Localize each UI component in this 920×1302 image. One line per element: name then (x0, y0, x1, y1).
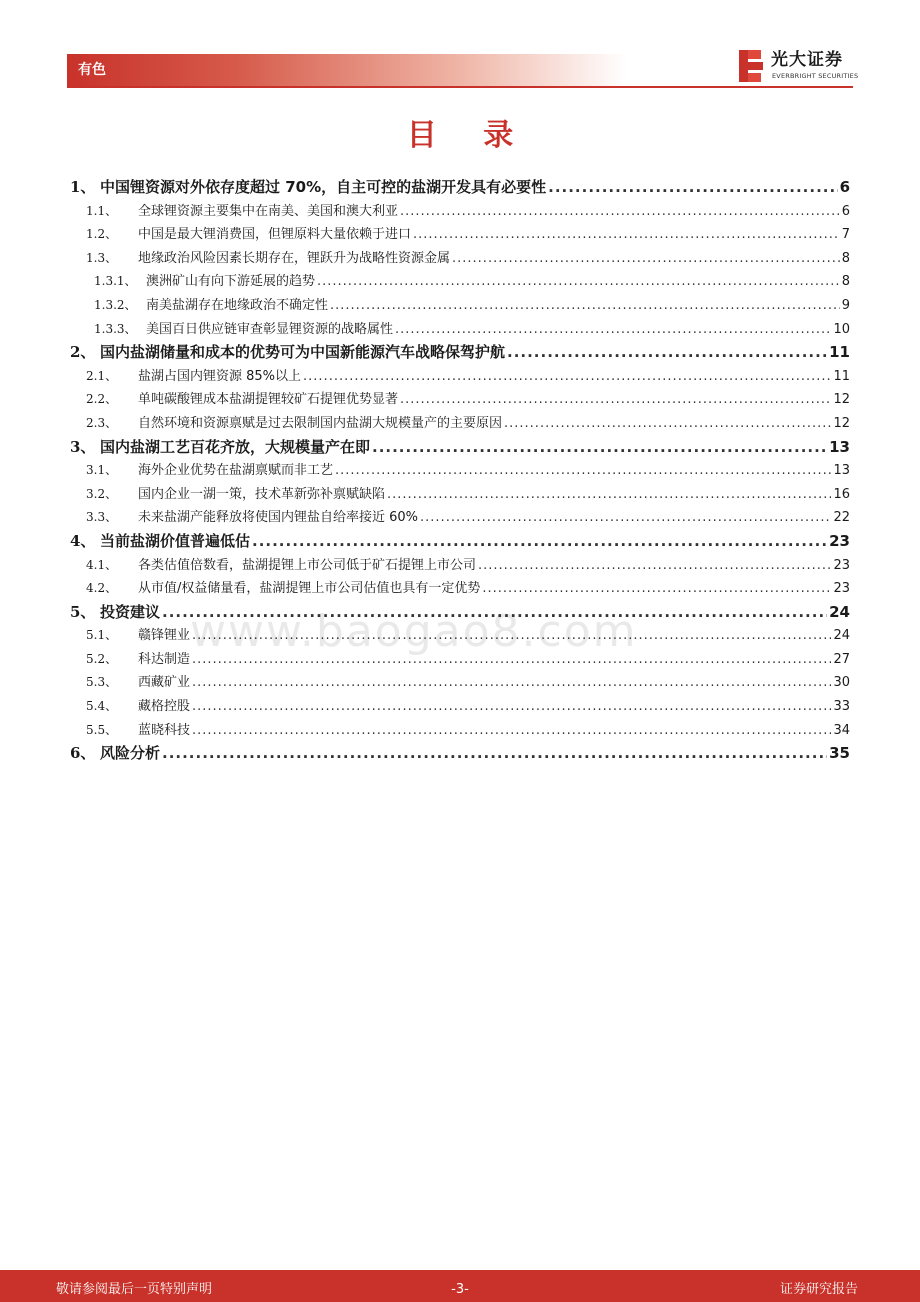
toc-leader-dots (482, 577, 831, 601)
toc-entry[interactable] (70, 577, 850, 601)
toc-entry-page: 8 (841, 250, 850, 266)
toc-leader-dots (192, 719, 831, 743)
toc-entry-title: 国内企业一湖一策，技术革新弥补禀赋缺陷 (138, 486, 386, 502)
toc-leader-dots (303, 365, 831, 389)
toc-entry-title: 国内盐湖储量和成本的优势可为中国新能源汽车战略保驾护航 (100, 343, 506, 362)
toc-entry-title: 风险分析 (100, 744, 161, 763)
toc-entry-number: 3.3、 (86, 510, 118, 525)
toc-entry-page: 7 (841, 227, 850, 243)
toc-entry-number: 4、 (70, 531, 96, 550)
toc-entry[interactable] (70, 742, 850, 766)
table-of-contents (70, 176, 850, 766)
toc-entry-title: 从市值/权益储量看，盐湖提锂上市公司估值也具有一定优势 (138, 581, 481, 597)
toc-entry[interactable] (70, 554, 850, 578)
toc-entry-number: 5.5、 (86, 722, 118, 737)
toc-entry-number: 4.1、 (86, 557, 118, 572)
toc-entry[interactable] (70, 223, 850, 247)
toc-entry[interactable] (70, 671, 850, 695)
toc-entry-number: 4.2、 (86, 581, 118, 596)
toc-entry-number: 3.2、 (86, 486, 118, 501)
toc-leader-dots (452, 247, 840, 271)
page-title: 目 录 (406, 118, 532, 153)
toc-entry-page: 11 (833, 368, 850, 384)
toc-entry[interactable] (70, 318, 850, 342)
toc-entry-number: 2.2、 (86, 392, 118, 407)
toc-entry[interactable] (70, 506, 850, 530)
footer-disclaimer: 敬请参阅最后一页特别声明 (56, 1282, 213, 1297)
toc-entry-page: 22 (833, 510, 850, 526)
toc-entry-page: 6 (841, 203, 850, 219)
toc-entry-page: 23 (829, 531, 850, 550)
toc-leader-dots (162, 601, 827, 625)
toc-entry-page: 35 (829, 744, 850, 763)
logo-text-cn: 光大证券 (771, 50, 843, 70)
toc-entry-title: 蓝晓科技 (138, 722, 191, 738)
toc-entry-page: 24 (833, 628, 850, 644)
toc-entry-page: 24 (829, 602, 850, 621)
toc-entry[interactable] (70, 412, 850, 436)
page-number: -3- (451, 1282, 469, 1297)
toc-entry[interactable] (70, 365, 850, 389)
toc-entry-number: 5.1、 (86, 628, 118, 643)
toc-entry-page: 30 (833, 675, 850, 691)
toc-leader-dots (252, 530, 827, 554)
toc-entry-page: 34 (833, 722, 850, 738)
toc-leader-dots (478, 554, 831, 578)
toc-entry[interactable] (70, 294, 850, 318)
toc-leader-dots (420, 506, 831, 530)
toc-entry-title: 西藏矿业 (138, 675, 191, 691)
toc-entry-page: 13 (833, 463, 850, 479)
toc-entry[interactable] (70, 483, 850, 507)
toc-entry-title: 中国是最大锂消费国，但锂原料大量依赖于进口 (138, 227, 412, 243)
toc-entry-title: 中国锂资源对外依存度超过 70%，自主可控的盐湖开发具有必要性 (100, 178, 547, 196)
toc-entry-number: 3.1、 (86, 463, 118, 478)
toc-entry-number: 6、 (70, 744, 96, 763)
toc-leader-dots (192, 624, 831, 648)
toc-entry-number: 1.1、 (86, 203, 118, 218)
toc-entry[interactable] (70, 601, 850, 625)
toc-entry-page: 23 (833, 557, 850, 573)
toc-entry-page: 8 (841, 274, 850, 290)
section-label: 有色 (78, 62, 106, 78)
toc-entry-title: 美国百日供应链审查彰显锂资源的战略属性 (146, 321, 394, 337)
toc-leader-dots (335, 459, 831, 483)
toc-entry-title: 赣锋锂业 (138, 628, 191, 644)
toc-leader-dots (387, 483, 831, 507)
toc-leader-dots (330, 294, 840, 318)
toc-entry-page: 16 (833, 486, 850, 502)
toc-entry-number: 5.4、 (86, 699, 118, 714)
toc-entry-number: 2、 (70, 343, 96, 362)
toc-entry-page: 12 (833, 392, 850, 408)
toc-entry-title: 当前盐湖价值普遍低估 (100, 531, 251, 550)
toc-entry-page: 11 (829, 343, 850, 362)
toc-entry-page: 27 (833, 651, 850, 667)
logo-text-en: EVERBRIGHT SECURITIES (772, 72, 859, 80)
toc-entry-title: 投资建议 (100, 602, 161, 621)
toc-entry-page: 13 (829, 437, 850, 456)
toc-entry-number: 1.2、 (86, 227, 118, 242)
footer-report-type: 证券研究报告 (779, 1282, 858, 1297)
toc-entry-title: 海外企业优势在盐湖禀赋而非工艺 (138, 463, 334, 479)
header-divider (67, 86, 853, 88)
toc-entry-title: 盐湖占国内锂资源 85%以上 (138, 368, 302, 384)
toc-entry-title: 全球锂资源主要集中在南美、美国和澳大利亚 (138, 203, 399, 219)
toc-leader-dots (372, 436, 827, 460)
toc-entry[interactable] (70, 530, 850, 554)
toc-leader-dots (507, 341, 827, 365)
toc-entry-number: 1.3.3、 (94, 321, 137, 336)
toc-entry-number: 1.3、 (86, 250, 118, 265)
toc-leader-dots (395, 318, 831, 342)
watermark: www.baogao8.com (190, 606, 638, 657)
toc-entry-title: 国内盐湖工艺百花齐放，大规模量产在即 (100, 437, 371, 456)
toc-entry[interactable] (70, 648, 850, 672)
toc-entry-number: 2.3、 (86, 415, 118, 430)
toc-leader-dots (400, 388, 831, 412)
header-band (67, 54, 627, 86)
toc-entry[interactable] (70, 270, 850, 294)
toc-entry[interactable] (70, 695, 850, 719)
toc-entry-title: 各类估值倍数看，盐湖提锂上市公司低于矿石提锂上市公司 (138, 557, 477, 573)
toc-entry-title: 未来盐湖产能释放将使国内锂盐自给率接近 60% (138, 510, 419, 526)
toc-entry-page: 12 (833, 415, 850, 431)
everbright-logo-icon (737, 50, 765, 82)
toc-entry-number: 5.3、 (86, 675, 118, 690)
toc-entry-number: 1.3.1、 (94, 274, 137, 289)
toc-entry-page: 6 (839, 178, 850, 196)
toc-entry-title: 单吨碳酸锂成本盐湖提锂较矿石提锂优势显著 (138, 392, 399, 408)
toc-entry[interactable] (70, 247, 850, 271)
toc-entry[interactable] (70, 719, 850, 743)
toc-entry[interactable] (70, 388, 850, 412)
toc-entry-title: 科达制造 (138, 651, 191, 667)
toc-entry[interactable] (70, 176, 850, 200)
toc-entry[interactable] (70, 200, 850, 224)
toc-leader-dots (504, 412, 831, 436)
toc-leader-dots (400, 200, 840, 224)
toc-leader-dots (317, 270, 840, 294)
toc-entry-page: 33 (833, 699, 850, 715)
toc-leader-dots (162, 742, 827, 766)
toc-entry-title: 澳洲矿山有向下游延展的趋势 (146, 274, 316, 290)
toc-entry-number: 1.3.2、 (94, 297, 137, 312)
toc-entry-page: 10 (833, 321, 850, 337)
toc-entry-title: 自然环境和资源禀赋是过去限制国内盐湖大规模量产的主要原因 (138, 415, 503, 431)
toc-entry-number: 5、 (70, 602, 96, 621)
toc-entry[interactable] (70, 624, 850, 648)
toc-entry-number: 5.2、 (86, 651, 118, 666)
toc-entry-title: 南美盐湖存在地缘政治不确定性 (146, 297, 329, 313)
toc-entry-page: 23 (833, 581, 850, 597)
toc-entry-number: 2.1、 (86, 368, 118, 383)
toc-leader-dots (548, 176, 837, 200)
company-logo (737, 48, 857, 84)
toc-entry-number: 1、 (70, 178, 96, 196)
toc-entry[interactable] (70, 341, 850, 365)
toc-entry[interactable] (70, 459, 850, 483)
toc-entry-page: 9 (841, 297, 850, 313)
toc-entry-number: 3、 (70, 437, 96, 456)
toc-leader-dots (413, 223, 840, 247)
toc-leader-dots (192, 671, 831, 695)
toc-leader-dots (192, 695, 831, 719)
toc-entry-title: 地缘政治风险因素长期存在，锂跃升为战略性资源金属 (138, 250, 451, 266)
toc-leader-dots (192, 648, 831, 672)
toc-entry-title: 藏格控股 (138, 699, 191, 715)
toc-entry[interactable] (70, 436, 850, 460)
